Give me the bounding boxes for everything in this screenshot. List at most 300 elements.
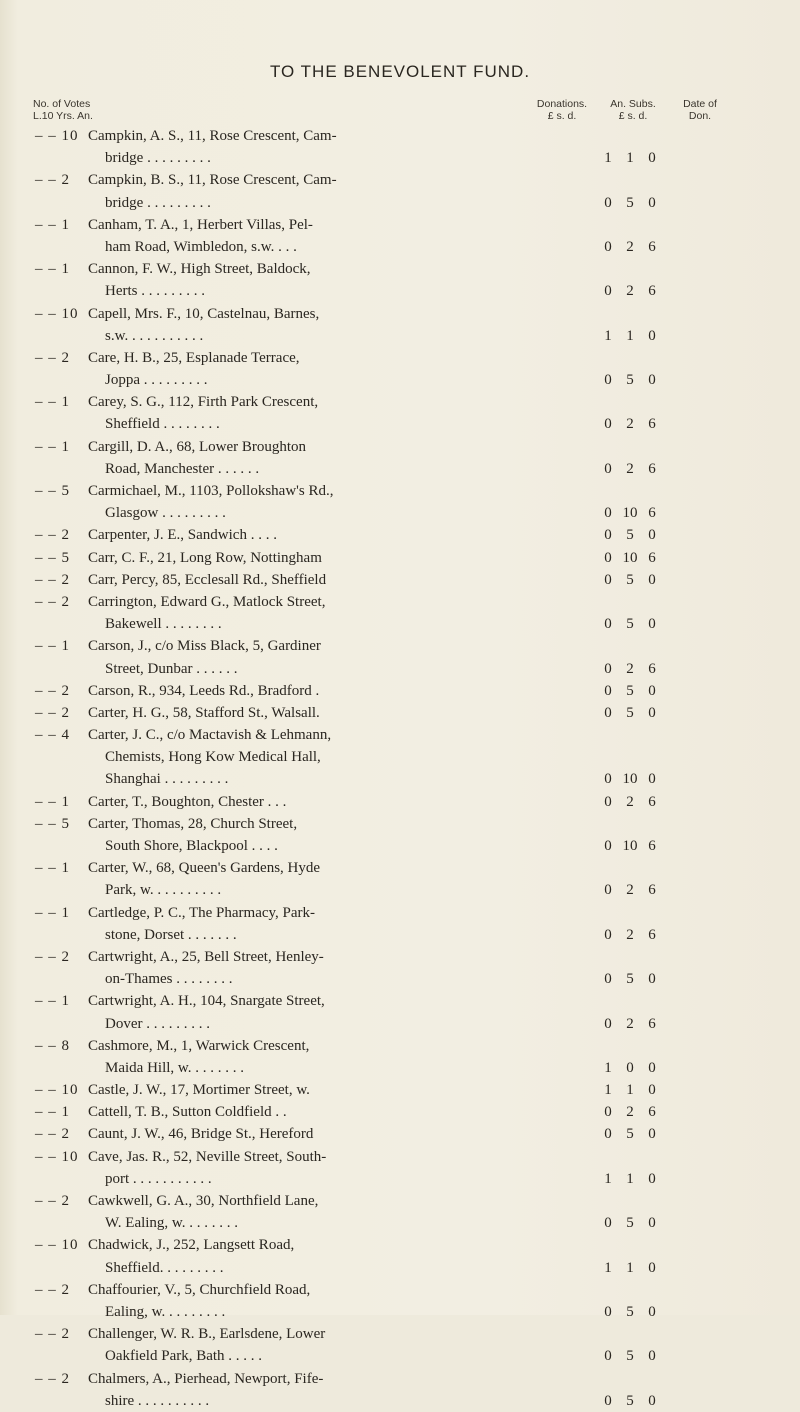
annual-subscription-amount: [598, 1168, 728, 1190]
subscriber-name: Chadwick, J., 252, Langsett Road,: [88, 1237, 295, 1254]
amount-pounds: 0: [604, 1104, 612, 1121]
amount-shillings: 2: [626, 660, 634, 677]
amount-pounds: 0: [604, 549, 612, 566]
entry-line: [0, 169, 800, 191]
votes-count: – – 1: [35, 993, 70, 1010]
amount-shillings: 5: [626, 1215, 634, 1232]
votes-count: – – 2: [35, 571, 70, 588]
list-item: [0, 680, 800, 702]
amount-shillings: 5: [626, 704, 634, 721]
votes-count: – – 8: [35, 1037, 70, 1054]
subscriber-name: Carrington, Edward G., Matlock Street,: [88, 593, 326, 610]
entry-line: [0, 680, 800, 702]
amount-pence: 0: [648, 327, 656, 344]
list-item: [0, 169, 800, 213]
entry-line: [0, 1123, 800, 1145]
column-header-date: [670, 98, 730, 122]
list-item: [0, 547, 800, 569]
entry-line: [0, 1035, 800, 1057]
amount-pence: 0: [648, 571, 656, 588]
entry-line: [0, 879, 800, 901]
amount-shillings: 2: [626, 882, 634, 899]
votes-count: – – 10: [35, 305, 79, 322]
entry-line: [0, 835, 800, 857]
subscriber-address: bridge . . . . . . . . .: [105, 150, 211, 167]
subscriber-address: Dover . . . . . . . . .: [105, 1015, 210, 1032]
amount-pounds: 0: [604, 416, 612, 433]
annual-subscription-amount: [598, 1301, 728, 1323]
entry-line: [0, 125, 800, 147]
annual-subscription-amount: [598, 791, 728, 813]
annual-subscription-amount: [598, 613, 728, 635]
votes-count: – – 2: [35, 1370, 70, 1387]
votes-count: – – 2: [35, 1126, 70, 1143]
amount-pounds: 0: [604, 838, 612, 854]
entry-line: [0, 857, 800, 879]
entry-line: [0, 147, 800, 169]
amount-pence: 0: [648, 150, 656, 167]
entry-line: [0, 502, 800, 524]
entry-line: [0, 613, 800, 635]
subscriber-name: Chalmers, A., Pierhead, Newport, Fife-: [88, 1370, 324, 1387]
amount-pounds: 0: [604, 682, 612, 699]
entry-line: [0, 946, 800, 968]
amount-pence: 0: [648, 1348, 656, 1365]
list-item: [0, 1123, 800, 1145]
annual-subscription-amount: [598, 192, 728, 214]
votes-count: – – 4: [35, 727, 70, 744]
list-item: [0, 635, 800, 679]
subscriber-name: Carter, W., 68, Queen's Gardens, Hyde: [88, 860, 321, 877]
amount-pounds: 1: [604, 1259, 612, 1276]
subscriber-name: Carter, J. C., c/o Mactavish & Lehmann,: [88, 727, 332, 744]
amount-shillings: 10: [622, 549, 638, 566]
votes-count: – – 2: [35, 1326, 70, 1343]
amount-pence: 0: [648, 616, 656, 633]
amount-shillings: 5: [626, 682, 634, 699]
amount-pounds: 0: [604, 1392, 612, 1409]
amount-pounds: 0: [604, 1015, 612, 1032]
list-item: [0, 524, 800, 546]
entry-line: [0, 391, 800, 413]
amount-shillings: 0: [626, 1059, 634, 1076]
amount-shillings: 1: [626, 150, 634, 167]
entry-line: [0, 369, 800, 391]
entry-line: [0, 990, 800, 1012]
amount-pounds: 0: [604, 1303, 612, 1320]
date-header-line1: Date of: [683, 98, 717, 110]
votes-count: – – 1: [35, 1104, 70, 1121]
amount-pence: 6: [648, 283, 656, 300]
annual-subscription-amount: [598, 1212, 728, 1234]
entry-line: [0, 1079, 800, 1101]
amount-pence: 0: [648, 1126, 656, 1143]
subscriber-name: Cave, Jas. R., 52, Neville Street, South-: [88, 1148, 327, 1165]
amount-shillings: 5: [626, 372, 634, 389]
entry-line: [0, 702, 800, 724]
amount-shillings: 2: [626, 793, 634, 810]
amount-pounds: 0: [604, 460, 612, 477]
amount-shillings: 5: [626, 194, 634, 211]
annual-subscription-amount: [598, 768, 728, 790]
subscriber-address: Oakfield Park, Bath . . . . .: [105, 1348, 263, 1365]
amount-pounds: 0: [604, 238, 612, 255]
annual-subscription-amount: [598, 502, 728, 524]
entry-line: [0, 658, 800, 680]
subscriber-name: Carson, R., 934, Leeds Rd., Bradford .: [88, 682, 320, 699]
list-item: [0, 857, 800, 901]
entry-line: [0, 1368, 800, 1390]
list-item: [0, 436, 800, 480]
amount-pounds: 0: [604, 505, 612, 522]
entry-line: [0, 1390, 800, 1412]
subscriber-address: shire . . . . . . . . . .: [105, 1392, 210, 1409]
entry-line: [0, 902, 800, 924]
list-item: [0, 724, 800, 791]
votes-count: – – 2: [35, 349, 70, 366]
subscriber-name: Carter, Thomas, 28, Church Street,: [88, 815, 298, 832]
subscriber-name: Carr, Percy, 85, Ecclesall Rd., Sheffield: [88, 571, 327, 588]
subscriber-address: stone, Dorset . . . . . . .: [105, 926, 237, 943]
amount-shillings: 2: [626, 1104, 634, 1121]
entry-line: [0, 436, 800, 458]
amount-pence: 6: [648, 926, 656, 943]
amount-shillings: 5: [626, 1303, 634, 1320]
subscriber-name: Carey, S. G., 112, Firth Park Crescent,: [88, 394, 319, 411]
subscriber-name: Chaffourier, V., 5, Churchfield Road,: [88, 1281, 311, 1298]
amount-pounds: 0: [604, 194, 612, 211]
votes-count: – – 1: [35, 793, 70, 810]
subscriber-address: Chemists, Hong Kow Medical Hall,: [105, 749, 321, 766]
amount-pounds: 0: [604, 527, 612, 544]
subscriber-address: W. Ealing, w. . . . . . . .: [105, 1215, 239, 1232]
votes-count: – – 5: [35, 549, 70, 566]
amount-pence: 0: [648, 527, 656, 544]
votes-count: – – 1: [35, 394, 70, 411]
amount-shillings: 1: [626, 1259, 634, 1276]
amount-shillings: 1: [626, 327, 634, 344]
amount-shillings: 5: [626, 1392, 634, 1409]
entry-line: [0, 591, 800, 613]
annual-header-line2: £ s. d.: [618, 110, 648, 122]
amount-pence: 6: [648, 416, 656, 433]
list-item: [0, 702, 800, 724]
subscriber-address: Bakewell . . . . . . . .: [105, 616, 222, 633]
amount-pence: 6: [648, 882, 656, 899]
annual-subscription-amount: [598, 1257, 728, 1279]
amount-pence: 0: [648, 1059, 656, 1076]
entry-line: [0, 1168, 800, 1190]
votes-count: – – 2: [35, 704, 70, 721]
votes-count: – – 1: [35, 216, 70, 233]
amount-pence: 0: [648, 971, 656, 988]
annual-header-line1: An. Subs.: [610, 98, 656, 110]
entry-line: [0, 1301, 800, 1323]
annual-subscription-amount: [598, 458, 728, 480]
subscriber-name: Campkin, A. S., 11, Rose Crescent, Cam-: [88, 128, 337, 144]
annual-subscription-amount: [598, 1345, 728, 1367]
subscriber-name: Capell, Mrs. F., 10, Castelnau, Barnes,: [88, 305, 320, 322]
entry-line: [0, 547, 800, 569]
subscriber-name: Carter, T., Boughton, Chester . . .: [88, 793, 287, 810]
subscriber-address: Sheffield. . . . . . . . .: [105, 1259, 224, 1276]
subscriber-name: Carr, C. F., 21, Long Row, Nottingham: [88, 549, 322, 566]
annual-subscription-amount: [598, 879, 728, 901]
entry-line: [0, 968, 800, 990]
subscriber-address: Ealing, w. . . . . . . . .: [105, 1303, 226, 1320]
column-header-votes: [33, 98, 93, 122]
annual-subscription-amount: [598, 1079, 728, 1101]
entry-line: [0, 1345, 800, 1367]
amount-shillings: 2: [626, 926, 634, 943]
subscriber-name: Challenger, W. R. B., Earlsdene, Lower: [88, 1326, 326, 1343]
entry-line: [0, 258, 800, 280]
page-title: TO THE BENEVOLENT FUND.: [269, 62, 531, 81]
votes-count: – – 2: [35, 593, 70, 610]
subscriber-address: Sheffield . . . . . . . .: [105, 416, 220, 433]
annual-subscription-amount: [598, 280, 728, 302]
list-item: [0, 813, 800, 857]
votes-count: – – 10: [35, 1082, 79, 1099]
list-item: [0, 1279, 800, 1323]
entry-line: [0, 1057, 800, 1079]
list-item: [0, 1146, 800, 1190]
amount-pounds: 0: [604, 1348, 612, 1365]
list-item: [0, 480, 800, 524]
amount-shillings: 1: [626, 1170, 634, 1187]
column-header-donations: [532, 98, 592, 122]
list-item: [0, 946, 800, 990]
subscriber-name: Carpenter, J. E., Sandwich . . . .: [88, 527, 277, 544]
entry-line: [0, 413, 800, 435]
entry-line: [0, 214, 800, 236]
list-item: [0, 214, 800, 258]
amount-pence: 6: [648, 1015, 656, 1032]
amount-shillings: 5: [626, 1348, 634, 1365]
entry-line: [0, 1212, 800, 1234]
list-item: [0, 1079, 800, 1101]
entry-line: [0, 1101, 800, 1123]
annual-subscription-amount: [598, 835, 728, 857]
amount-shillings: 5: [626, 1126, 634, 1143]
amount-pounds: 0: [604, 616, 612, 633]
subscriber-address: bridge . . . . . . . . .: [105, 194, 211, 211]
entry-line: [0, 1323, 800, 1345]
annual-subscription-amount: [598, 1057, 728, 1079]
annual-subscription-amount: [598, 1101, 728, 1123]
date-header-line2: Don.: [688, 110, 712, 122]
subscriber-name: Cattell, T. B., Sutton Coldfield . .: [88, 1104, 287, 1121]
amount-shillings: 10: [622, 771, 638, 788]
subscriber-name: Carter, H. G., 58, Stafford St., Walsall.: [88, 704, 320, 721]
amount-pounds: 0: [604, 283, 612, 300]
list-item: [0, 1323, 800, 1367]
entry-line: [0, 236, 800, 258]
subscriber-address: Glasgow . . . . . . . . .: [105, 505, 226, 522]
subscriber-name: Carmichael, M., 1103, Pollokshaw's Rd.,: [88, 483, 334, 499]
votes-count: – – 2: [35, 1193, 70, 1209]
annual-subscription-amount: [598, 325, 728, 347]
entry-line: [0, 768, 800, 790]
list-item: [0, 1035, 800, 1079]
amount-shillings: 2: [626, 238, 634, 255]
annual-subscription-amount: [598, 524, 728, 546]
amount-pounds: 1: [604, 1170, 612, 1187]
annual-subscription-amount: [598, 680, 728, 702]
amount-pence: 6: [648, 838, 656, 854]
annual-subscription-amount: [598, 147, 728, 169]
annual-subscription-amount: [598, 236, 728, 258]
subscriber-address: Park, w. . . . . . . . . .: [105, 882, 222, 899]
list-item: [0, 569, 800, 591]
annual-subscription-amount: [598, 1390, 728, 1412]
list-item: [0, 990, 800, 1034]
amount-shillings: 5: [626, 571, 634, 588]
amount-shillings: 2: [626, 460, 634, 477]
amount-pence: 0: [648, 1259, 656, 1276]
votes-count: – – 1: [35, 638, 70, 655]
list-item: [0, 347, 800, 391]
amount-pounds: 0: [604, 1215, 612, 1232]
subscriber-address: s.w. . . . . . . . . . .: [105, 327, 204, 344]
amount-pounds: 0: [604, 372, 612, 389]
amount-pence: 6: [648, 549, 656, 566]
entry-line: [0, 569, 800, 591]
annual-subscription-amount: [598, 1013, 728, 1035]
votes-count: – – 10: [35, 128, 79, 144]
amount-shillings: 1: [626, 1082, 634, 1099]
amount-pence: 0: [648, 372, 656, 389]
amount-pounds: 1: [604, 1082, 612, 1099]
subscriber-name: Cartledge, P. C., The Pharmacy, Park-: [88, 904, 316, 921]
amount-pence: 6: [648, 793, 656, 810]
annual-subscription-amount: [598, 968, 728, 990]
subscriber-name: Carson, J., c/o Miss Black, 5, Gardiner: [88, 638, 321, 655]
amount-pence: 0: [648, 1215, 656, 1232]
entry-line: [0, 347, 800, 369]
entry-line: [0, 1257, 800, 1279]
list-item: [0, 591, 800, 635]
amount-pounds: 0: [604, 971, 612, 988]
amount-pence: 0: [648, 1392, 656, 1409]
entry-line: [0, 746, 800, 768]
amount-pounds: 0: [604, 571, 612, 588]
votes-count: – – 5: [35, 815, 70, 832]
votes-count: – – 2: [35, 682, 70, 699]
entry-line: [0, 791, 800, 813]
list-item: [0, 1101, 800, 1123]
subscriber-name: Care, H. B., 25, Esplanade Terrace,: [88, 349, 300, 366]
donations-header-line2: £ s. d.: [547, 110, 577, 122]
votes-count: – – 2: [35, 527, 70, 544]
entry-line: [0, 280, 800, 302]
votes-count: – – 1: [35, 860, 70, 877]
subscriber-name: Cashmore, M., 1, Warwick Crescent,: [88, 1037, 310, 1054]
amount-shillings: 10: [622, 838, 638, 854]
votes-count: – – 2: [35, 1281, 70, 1298]
votes-count: – – 2: [35, 172, 70, 189]
annual-subscription-amount: [598, 547, 728, 569]
votes-count: – – 1: [35, 261, 70, 278]
subscriber-name: Cawkwell, G. A., 30, Northfield Lane,: [88, 1193, 319, 1209]
amount-shillings: 10: [622, 505, 638, 522]
amount-pence: 0: [648, 682, 656, 699]
subscriber-address: South Shore, Blackpool . . . .: [105, 838, 278, 854]
list-item: [0, 391, 800, 435]
annual-subscription-amount: [598, 924, 728, 946]
votes-count: – – 1: [35, 438, 70, 455]
annual-subscription-amount: [598, 1123, 728, 1145]
amount-shillings: 5: [626, 971, 634, 988]
entry-line: [0, 1013, 800, 1035]
entry-line: [0, 635, 800, 657]
amount-shillings: 5: [626, 616, 634, 633]
subscriber-address: Shanghai . . . . . . . . .: [105, 771, 229, 788]
subscriber-name: Castle, J. W., 17, Mortimer Street, w.: [88, 1082, 310, 1099]
entry-line: [0, 924, 800, 946]
amount-pounds: 0: [604, 1126, 612, 1143]
amount-pence: 6: [648, 1104, 656, 1121]
subscriber-address: Maida Hill, w. . . . . . . .: [105, 1059, 245, 1076]
list-item: [0, 303, 800, 347]
amount-pounds: 0: [604, 882, 612, 899]
amount-pence: 0: [648, 1303, 656, 1320]
amount-pounds: 0: [604, 926, 612, 943]
subscriber-name: Cartwright, A., 25, Bell Street, Henley-: [88, 948, 324, 965]
amount-pounds: 0: [604, 793, 612, 810]
amount-pence: 0: [648, 1170, 656, 1187]
list-item: [0, 1190, 800, 1234]
list-item: [0, 791, 800, 813]
column-header-annual-subs: [602, 98, 664, 122]
subscriber-address: Street, Dunbar . . . . . .: [105, 660, 238, 677]
entry-line: [0, 1190, 800, 1212]
votes-header-line2: L.10 Yrs. An.: [33, 110, 93, 122]
annual-subscription-amount: [598, 702, 728, 724]
amount-shillings: 2: [626, 1015, 634, 1032]
donations-header-line1: Donations.: [536, 98, 588, 110]
entry-line: [0, 1279, 800, 1301]
amount-pounds: 1: [604, 150, 612, 167]
amount-shillings: 2: [626, 283, 634, 300]
subscriber-name: Canham, T. A., 1, Herbert Villas, Pel-: [88, 216, 313, 233]
amount-pence: 0: [648, 771, 656, 788]
entry-line: [0, 303, 800, 325]
amount-pence: 0: [648, 704, 656, 721]
amount-shillings: 5: [626, 527, 634, 544]
list-item: [0, 125, 800, 169]
list-item: [0, 902, 800, 946]
annual-subscription-amount: [598, 569, 728, 591]
subscriber-address: Herts . . . . . . . . .: [105, 283, 205, 300]
subscriber-address: on-Thames . . . . . . . .: [105, 971, 233, 988]
subscriber-list: [0, 125, 800, 1412]
annual-subscription-amount: [598, 413, 728, 435]
list-item: [0, 1368, 800, 1412]
votes-count: – – 2: [35, 948, 70, 965]
votes-count: – – 1: [35, 904, 70, 921]
annual-subscription-amount: [598, 369, 728, 391]
subscriber-address: ham Road, Wimbledon, s.w. . . .: [105, 238, 297, 255]
subscriber-address: port . . . . . . . . . . .: [105, 1170, 212, 1187]
entry-line: [0, 1234, 800, 1256]
votes-count: – – 5: [35, 483, 70, 499]
amount-pence: 6: [648, 460, 656, 477]
subscriber-name: Cargill, D. A., 68, Lower Broughton: [88, 438, 307, 455]
votes-count: – – 10: [35, 1237, 79, 1254]
annual-subscription-amount: [598, 658, 728, 680]
entry-line: [0, 724, 800, 746]
